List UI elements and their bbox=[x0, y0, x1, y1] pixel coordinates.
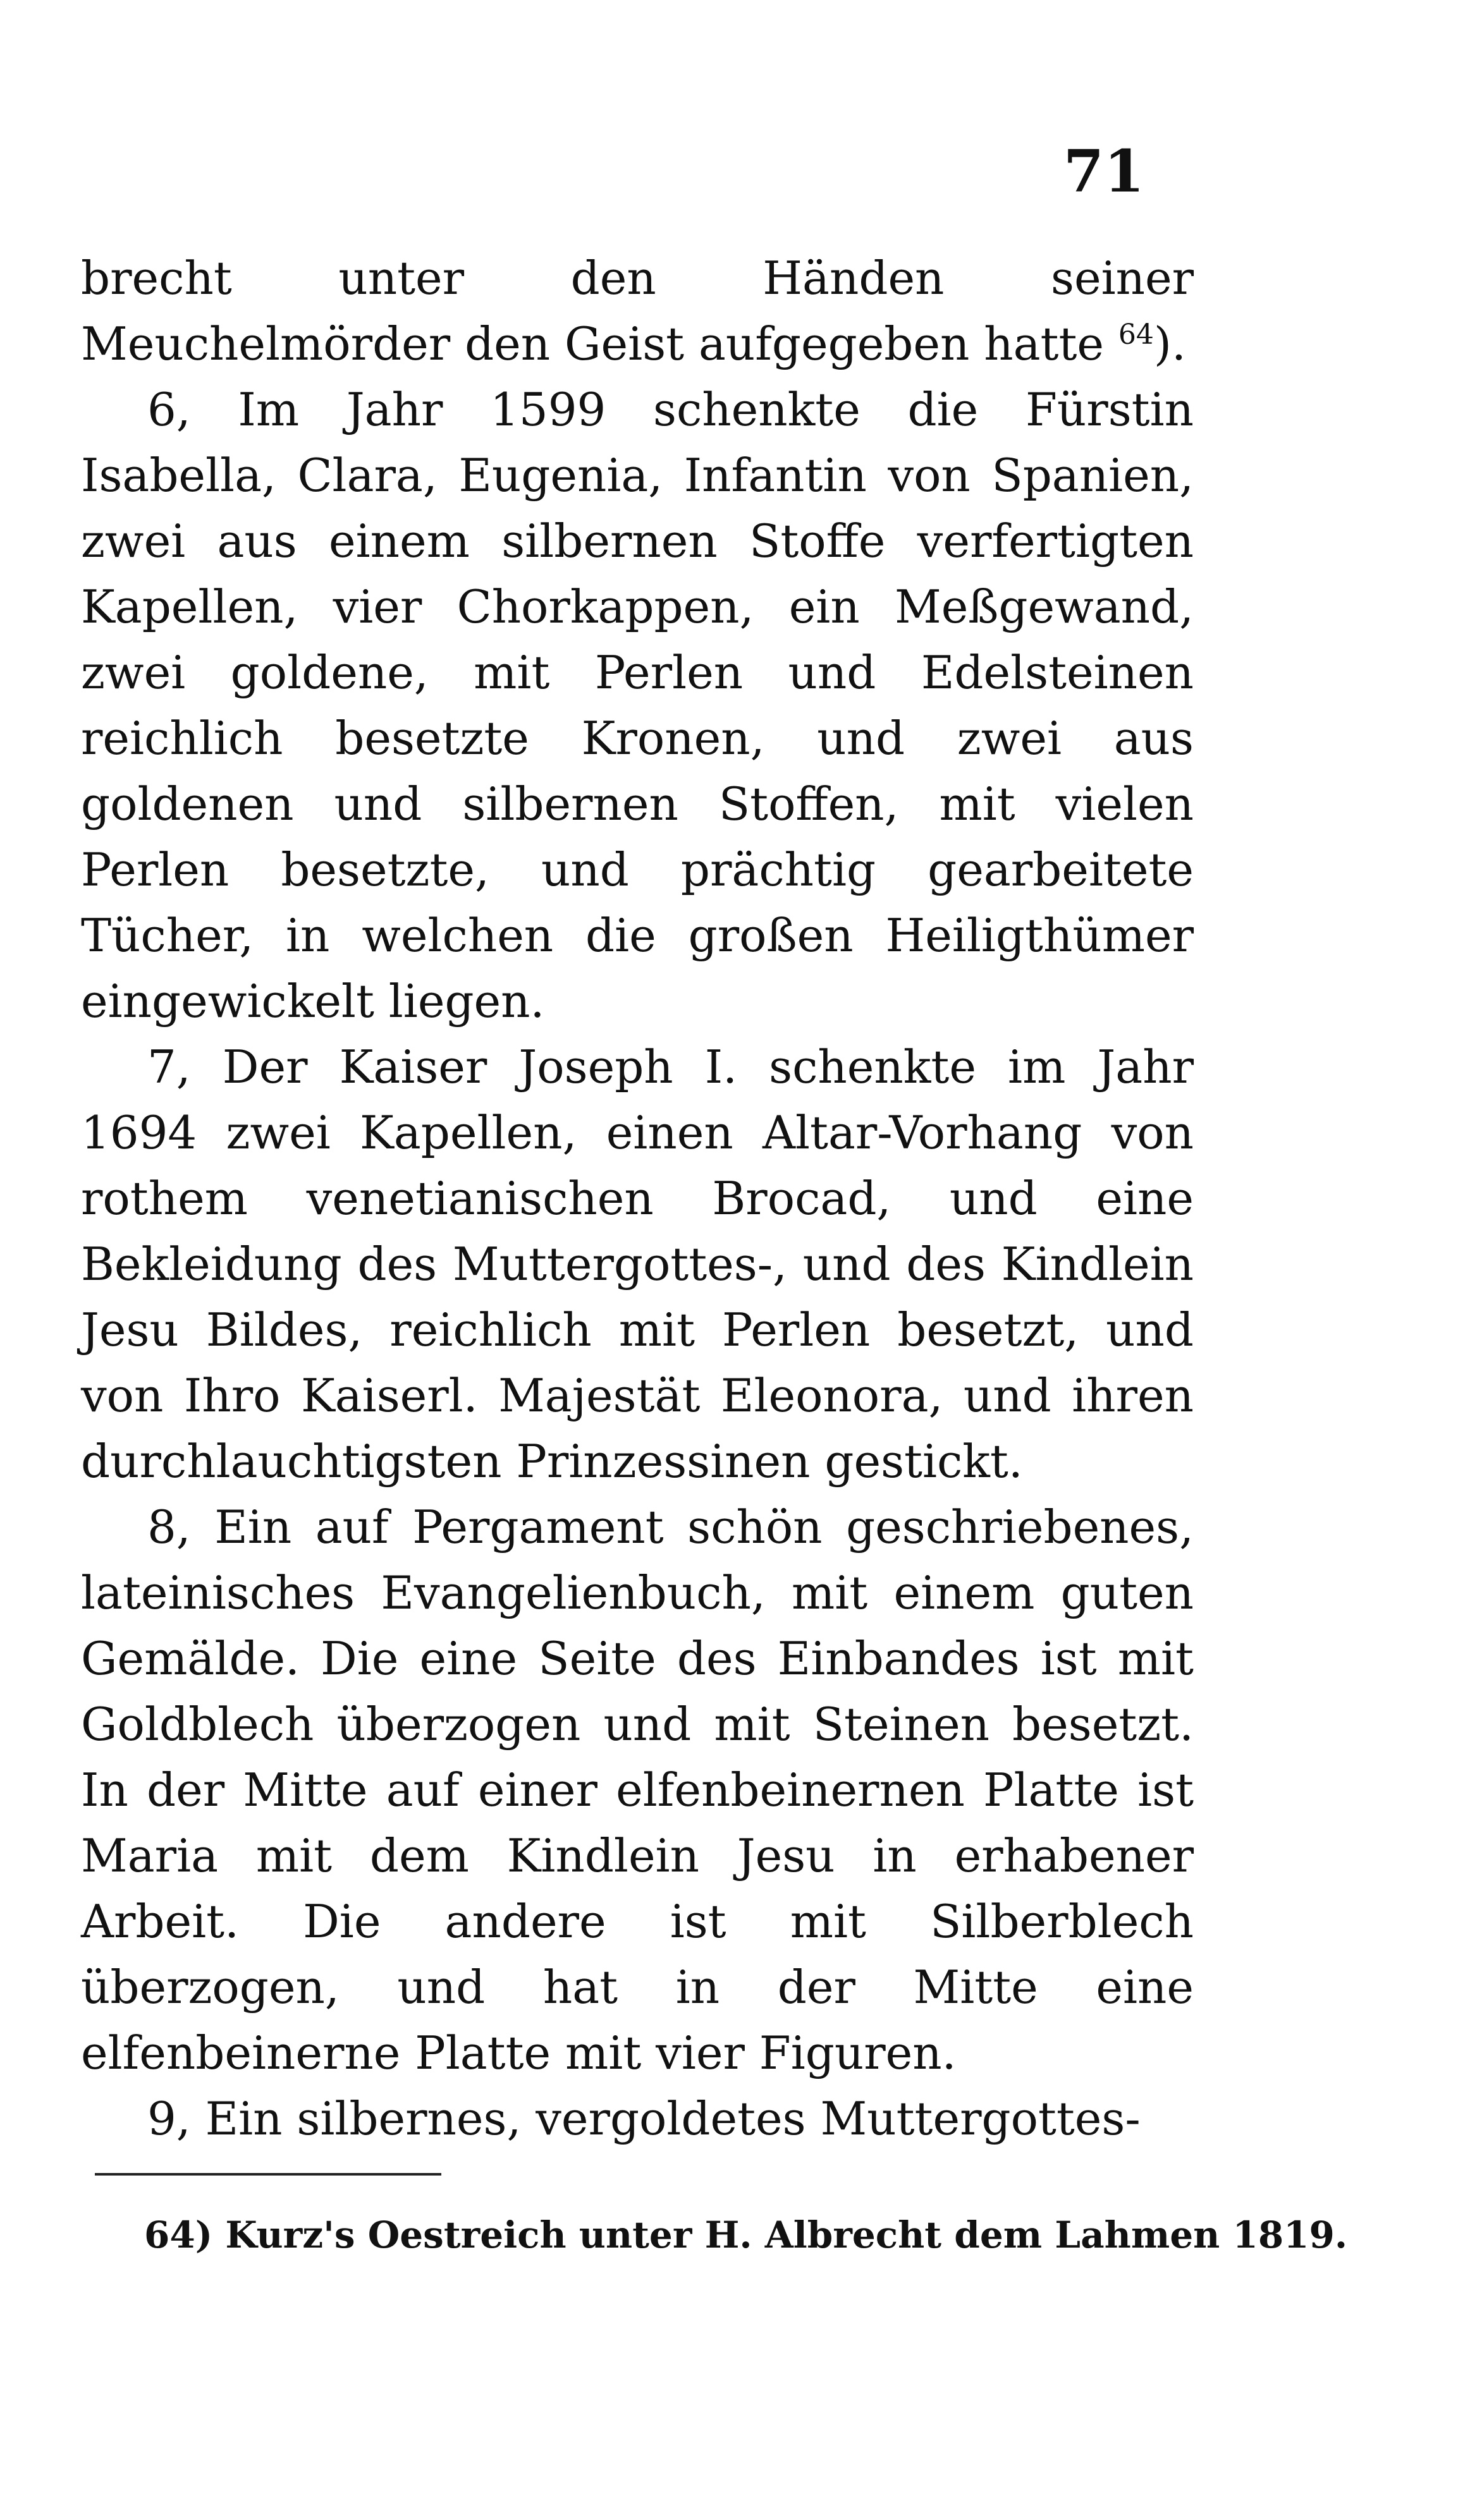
footnote-divider bbox=[95, 2173, 441, 2176]
footnote-reference[interactable]: 64 bbox=[1118, 319, 1154, 351]
main-text bbox=[81, 245, 1194, 2152]
paragraph-continuation bbox=[81, 245, 1194, 377]
footnote bbox=[144, 2210, 1348, 2260]
footnote-text: Kurz's Oestreich unter H. Albrecht dem Lahmen 1819. bbox=[225, 2213, 1348, 2256]
paragraph-text-end: ). bbox=[1153, 317, 1186, 370]
paragraph-6: 6, Im Jahr 1599 schenkte die Fürstin Isabella, Clara, Eugenia, Infantin von Spanien, zwei aus einem silbernen Stoffe verfertigten Kapellen, vier Chorkappen, ein Meßgewand, zwei goldene, mit Perlen und Edelsteinen reichlich besetzte Kronen, und zwei aus goldenen und silbernen Stoffen, mit vielen Perlen besetzte, und prächtig gearbeitete Tücher, in welchen die großen Heiligthümer eingewickelt liegen. bbox=[81, 383, 1194, 1028]
paragraph-text: brecht unter den Händen seiner Meuchelmörder den Geist aufgegeben hatte bbox=[81, 252, 1194, 370]
page-number: 71 bbox=[1063, 137, 1144, 205]
paragraph-8: 8, Ein auf Pergament schön geschriebenes, lateinisches Evangelienbuch, mit einem guten Gemälde. Die eine Seite des Einbandes ist mit Goldblech überzogen und mit Steinen besetzt. In der Mitte auf einer elfenbeinernen Platte ist Maria mit dem Kindlein Jesu in erhabener Arbeit. Die andere ist mit Silberblech überzogen, und hat in der Mitte eine elfenbeinerne Platte mit vier Figuren. bbox=[81, 1500, 1194, 2079]
paragraph-7: 7, Der Kaiser Joseph I. schenkte im Jahr 1694 zwei Kapellen, einen Altar-Vorhang von rothem venetianischen Brocad, und eine Bekleidung des Muttergottes-, und des Kindlein Jesu Bildes, reichlich mit Perlen besetzt, und von Ihro Kaiserl. Majestät Eleonora, und ihren durchlauchtigsten Prinzessinen gestickt. bbox=[81, 1040, 1194, 1488]
footnote-marker: 64) bbox=[144, 2213, 213, 2256]
paragraph-9: 9, Ein silbernes, vergoldetes Muttergottes- bbox=[147, 2092, 1141, 2145]
